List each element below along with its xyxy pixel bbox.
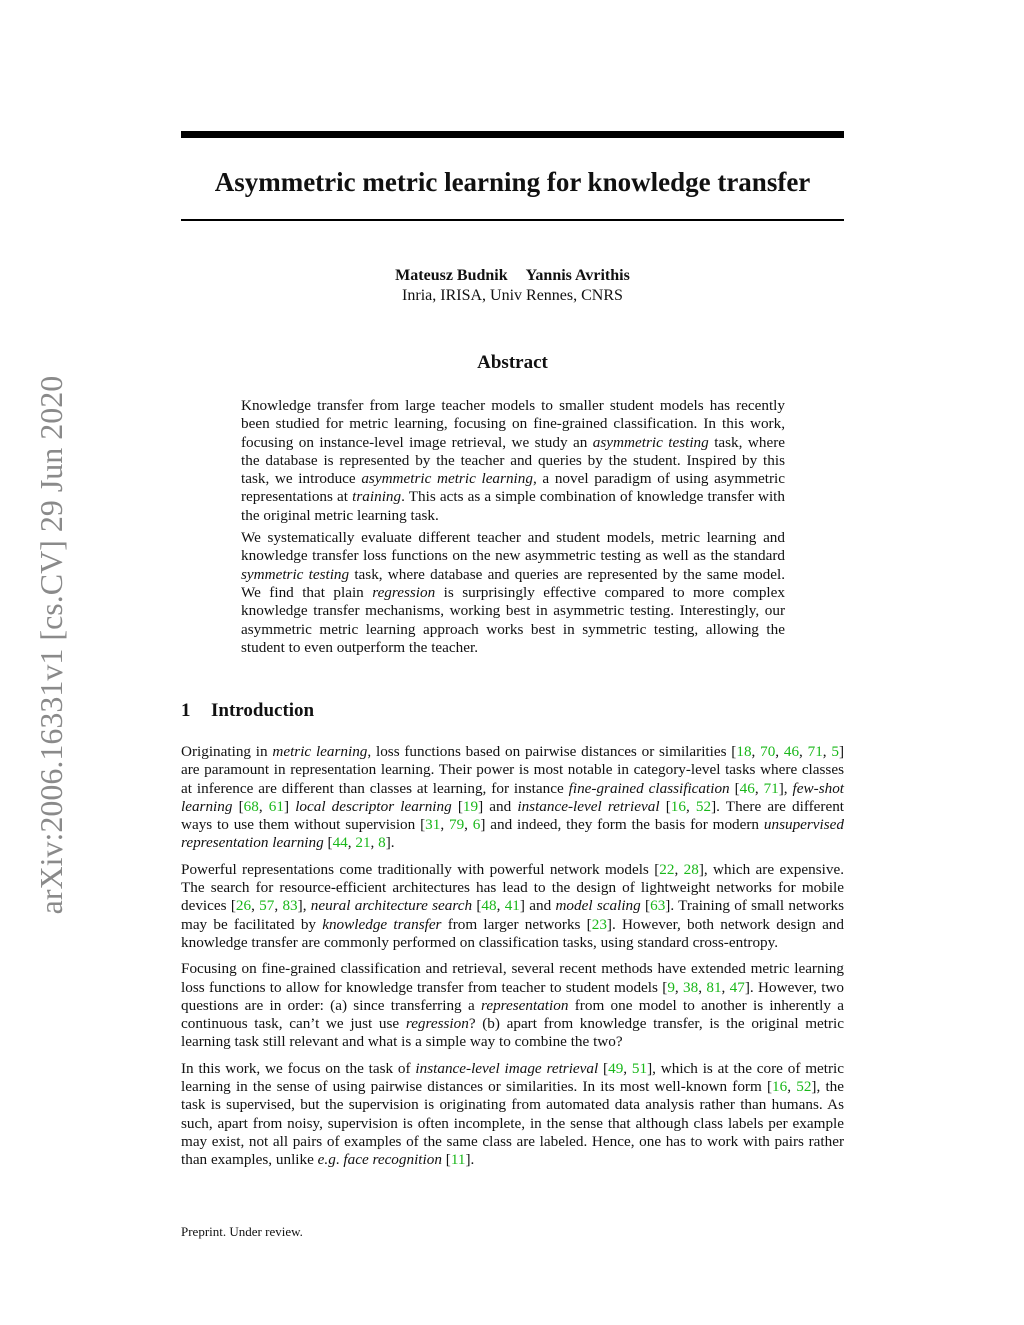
citation-link[interactable]: 16 (670, 797, 686, 815)
citation-link[interactable]: 71 (807, 743, 823, 760)
citation-link[interactable]: 48 (481, 897, 497, 915)
body-paragraph: In this work, we focus on the task of instance-level image retrieval [49, 51], which is at the core of metric learning in the sense of using pairwise distances or similarities. In its most well-known form [16, 52], the task is supervised, but the supervision is originating from automated data analysis rather than humans. As such, apart from noisy, supervision is often incomplete, in the sense that although class labels per example may exist, not all pairs of examples of the same class are labeled. Hence, one has to work with pairs rather than examples, unlike e.g. face recognition [11]. (181, 1059, 844, 1169)
author-name: Mateusz Budnik (395, 267, 508, 284)
citation-link[interactable]: 61 (268, 797, 284, 815)
citation-link[interactable]: 16 (772, 1078, 788, 1096)
citation-link[interactable]: 31 (425, 816, 441, 834)
body-paragraph: Powerful representations come traditionally with powerful network models [22, 28], which are expensive. The search for resource-efficient architectures has lead to the design of lightweight networks for mobile devices [26, 57, 83], neural architecture search [48, 41] and model scaling [63]. Training of small networks may be facilitated by knowledge transfer from larger networks [23]. However, both network design and knowledge transfer are commonly performed on classification tasks, using standard cross-entropy. (181, 860, 845, 951)
citation-link[interactable]: 70 (760, 743, 776, 760)
citation-link[interactable]: 46 (739, 779, 755, 797)
citation-link[interactable]: 57 (259, 897, 275, 915)
abstract-paragraph: Knowledge transfer from large teacher models to smaller student models has recently been studied for metric learning, focusing on fine-grained classification. In this work, focusing on instance-level image retrieval, we study an asymmetric testing task, where the database is represented by the teacher and queries by the student. Inspired by this task, we introduce asymmetric metric learning, a novel paradigm of using asymmetric representations at training. This acts as a simple combination of knowledge transfer with the original metric learning task. (241, 397, 786, 524)
citation-link[interactable]: 18 (736, 743, 752, 760)
citation-link[interactable]: 19 (462, 797, 479, 815)
section-number: 1 (181, 700, 191, 721)
citation-link[interactable]: 68 (243, 797, 259, 815)
paper-title: Asymmetric metric learning for knowledge transfer (214, 167, 811, 197)
arxiv-identifier: arXiv:2006.16331v1 [cs.CV] 29 Jun 2020 (33, 375, 69, 915)
citation-link[interactable]: 79 (448, 816, 465, 834)
citation-link[interactable]: 44 (332, 834, 348, 852)
section-heading (181, 699, 844, 723)
body-paragraph: Originating in metric learning, loss functions based on pairwise distances or similarities [18, 70, 46, 71, 5] are paramount in representation learning. Their power is most notable in category-level tasks where classes at inference are different than classes at learning, for instance fine-grained classification [46, 71], few-shot learning [68, 61] local descriptor learning [19] and instance-level retrieval [16, 52]. There are different ways to use them without supervision [31, 79, 6] and indeed, they form the basis for modern unsupervised representation learning [44, 21, 8]. (181, 743, 845, 852)
citation-link[interactable]: 8 (378, 834, 386, 852)
section-title: Introduction (211, 700, 315, 721)
citation-link[interactable]: 22 (659, 860, 675, 878)
citation-link[interactable]: 5 (831, 743, 839, 760)
citation-link[interactable]: 21 (355, 834, 371, 852)
citation-link[interactable]: 11 (450, 1151, 466, 1169)
citation-link[interactable]: 6 (472, 816, 481, 834)
introduction-body (181, 743, 844, 1178)
author-name: Yannis Avrithis (525, 267, 630, 284)
abstract-paragraph: We systematically evaluate different teacher and student models, metric learning and knowledge transfer loss functions on the new asymmetric testing as well as the standard symmetric testing task, where database and queries are represented by the same model. We find that plain regression is surprisingly effective compared to more complex knowledge transfer mechanisms, working best in asymmetric testing. Interestingly, our asymmetric metric learning approach works best in symmetric testing, allowing the student to even outperform the teacher. (241, 529, 785, 656)
citation-link[interactable]: 71 (763, 779, 779, 797)
citation-link[interactable]: 26 (235, 897, 252, 915)
citation-link[interactable]: 81 (706, 978, 722, 996)
citation-link[interactable]: 46 (783, 743, 800, 760)
title-rule-bottom (181, 219, 844, 221)
author-block (181, 266, 844, 306)
body-paragraph: Focusing on fine-grained classification and retrieval, several recent methods have extended metric learning loss functions to allow for knowledge transfer from teacher to student models [9, 38, 81, 47]. However, two questions are in order: (a) since transferring a representation from one model to another is inherently a continuous task, can’t we just use regression? (b) apart from knowledge transfer, is the original metric learning task still relevant and what is a simple way to combine the two? (181, 960, 845, 1051)
citation-link[interactable]: 49 (608, 1059, 624, 1077)
citation-link[interactable]: 52 (695, 797, 712, 815)
citation-link[interactable]: 51 (631, 1059, 648, 1077)
abstract-heading: Abstract (477, 352, 548, 373)
title-rule-top (181, 131, 844, 138)
citation-link[interactable]: 41 (504, 897, 520, 915)
abstract (241, 397, 785, 661)
author-names (181, 266, 844, 286)
citation-link[interactable]: 52 (796, 1078, 812, 1096)
citation-link[interactable]: 28 (683, 860, 699, 878)
citation-link[interactable]: 47 (729, 978, 745, 996)
footer-note: Preprint. Under review. (181, 1224, 303, 1239)
citation-link[interactable]: 9 (667, 978, 675, 996)
citation-link[interactable]: 63 (650, 897, 666, 915)
citation-link[interactable]: 23 (591, 915, 607, 933)
citation-link[interactable]: 83 (282, 897, 298, 915)
author-affiliation: Inria, IRISA, Univ Rennes, CNRS (402, 287, 623, 304)
citation-link[interactable]: 38 (683, 978, 699, 996)
